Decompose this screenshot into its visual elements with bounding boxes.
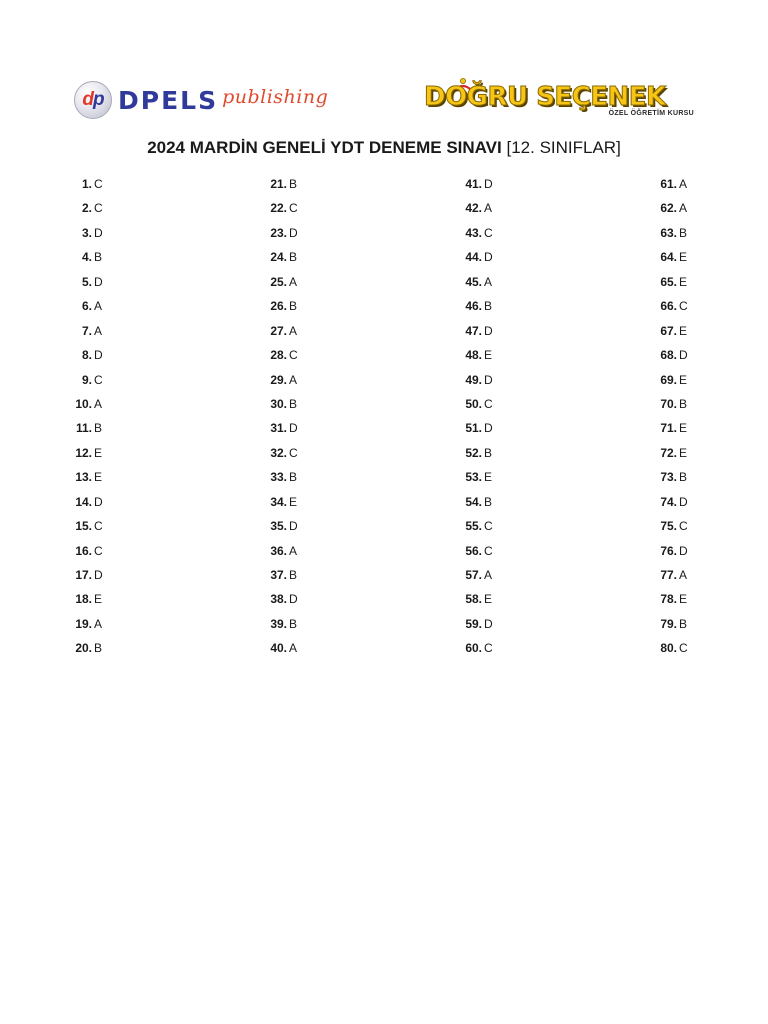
answer-item — [657, 270, 688, 294]
answer-letter: A — [94, 396, 103, 411]
answer-letter: A — [94, 323, 103, 338]
answer-item — [657, 612, 688, 636]
question-number: 66. — [660, 299, 677, 314]
answer-letter: C — [94, 201, 103, 216]
answer-item — [267, 245, 298, 269]
answer-letter: D — [94, 494, 103, 509]
dogru-secenek-logo — [424, 78, 696, 122]
question-number: 59. — [465, 616, 482, 631]
question-number: 67. — [660, 323, 677, 338]
question-number: 74. — [660, 494, 677, 509]
question-number: 45. — [465, 274, 482, 289]
answer-item — [72, 172, 103, 196]
question-number: 16. — [75, 543, 92, 558]
answer-letter: E — [679, 250, 688, 265]
answer-letter: C — [94, 519, 103, 534]
answer-item — [657, 465, 688, 489]
answer-letter: A — [289, 323, 298, 338]
answer-item — [657, 343, 688, 367]
question-number: 64. — [660, 250, 677, 265]
question-number: 58. — [465, 592, 482, 607]
answer-letter: B — [484, 299, 493, 314]
answer-item — [657, 392, 688, 416]
answer-item — [267, 636, 298, 660]
answer-letter: D — [679, 494, 688, 509]
answer-item — [462, 368, 493, 392]
question-number: 11. — [75, 421, 92, 436]
answer-item — [267, 539, 298, 563]
answer-item — [267, 270, 298, 294]
question-number: 15. — [75, 519, 92, 534]
answer-item — [72, 465, 103, 489]
answer-item — [657, 368, 688, 392]
answer-letter: D — [94, 568, 103, 582]
answer-letter: C — [289, 348, 298, 363]
question-number: 80. — [660, 641, 677, 656]
question-number: 18. — [75, 592, 92, 607]
answer-item — [462, 636, 493, 660]
question-number: 30. — [270, 396, 287, 411]
answer-item — [267, 294, 298, 318]
question-number: 35. — [270, 519, 287, 534]
answer-letter: D — [94, 225, 103, 240]
question-number: 37. — [270, 568, 287, 582]
answer-letter: C — [94, 543, 103, 558]
answer-item — [657, 172, 688, 196]
answer-item — [657, 490, 688, 514]
answer-item — [267, 563, 298, 587]
badge-letter-p: p — [93, 89, 104, 110]
question-number: 61. — [660, 177, 677, 191]
answer-column-4 — [657, 172, 688, 661]
dp-badge-icon — [74, 81, 112, 119]
answer-item — [462, 319, 493, 343]
question-number: 14. — [75, 494, 92, 509]
answer-item — [267, 416, 298, 440]
question-number: 31. — [270, 421, 287, 436]
answer-item — [462, 392, 493, 416]
answer-letter: B — [289, 299, 298, 314]
answer-item — [72, 539, 103, 563]
answer-letter: A — [289, 543, 298, 558]
answer-item — [267, 612, 298, 636]
answer-letter: B — [679, 396, 688, 411]
page-title — [0, 138, 768, 158]
page-header — [0, 0, 768, 130]
answer-letter: D — [484, 372, 493, 387]
answer-item — [72, 245, 103, 269]
answer-item — [267, 368, 298, 392]
answer-item — [657, 587, 688, 611]
answer-letter: A — [94, 299, 103, 314]
answer-letter: E — [679, 274, 688, 289]
answer-item — [267, 490, 298, 514]
answer-item — [657, 563, 688, 587]
answer-item — [462, 245, 493, 269]
question-number: 34. — [270, 494, 287, 509]
answer-item — [267, 172, 298, 196]
answer-letter: C — [484, 396, 493, 411]
question-number: 8. — [81, 348, 92, 363]
question-number: 23. — [270, 225, 287, 240]
question-number: 12. — [75, 445, 92, 460]
answer-item — [657, 319, 688, 343]
question-number: 78. — [660, 592, 677, 607]
question-number: 54. — [465, 494, 482, 509]
answer-letter: E — [289, 494, 298, 509]
answer-letter: B — [289, 396, 298, 411]
answer-item — [72, 368, 103, 392]
question-number: 3. — [81, 225, 92, 240]
answer-letter: A — [484, 201, 493, 216]
answer-item — [267, 587, 298, 611]
answer-item — [462, 514, 493, 538]
answer-item — [462, 441, 493, 465]
question-number: 19. — [75, 616, 92, 631]
answer-item — [267, 441, 298, 465]
answer-letter: B — [94, 421, 103, 436]
answer-item — [657, 416, 688, 440]
answer-letter: C — [94, 177, 103, 191]
question-number: 32. — [270, 445, 287, 460]
question-number: 33. — [270, 470, 287, 485]
answer-item — [657, 196, 688, 220]
answer-item — [462, 270, 493, 294]
question-number: 77. — [660, 568, 677, 582]
answer-item — [72, 636, 103, 660]
answer-letter: D — [484, 323, 493, 338]
answer-letter: B — [289, 616, 298, 631]
answer-letter: C — [484, 519, 493, 534]
answer-item — [72, 587, 103, 611]
answer-item — [267, 465, 298, 489]
answer-item — [72, 270, 103, 294]
dpels-publishing-logo — [74, 80, 328, 120]
answer-letter: D — [94, 348, 103, 363]
answer-letter: E — [94, 445, 103, 460]
question-number: 1. — [81, 177, 92, 191]
question-number: 51. — [465, 421, 482, 436]
answer-item — [657, 636, 688, 660]
question-number: 25. — [270, 274, 287, 289]
answer-letter: B — [289, 568, 298, 582]
question-number: 2. — [81, 201, 92, 216]
answer-letter: D — [484, 616, 493, 631]
question-number: 13. — [75, 470, 92, 485]
question-number: 28. — [270, 348, 287, 363]
question-number: 55. — [465, 519, 482, 534]
question-number: 29. — [270, 372, 287, 387]
answer-item — [72, 294, 103, 318]
question-number: 44. — [465, 250, 482, 265]
question-number: 62. — [660, 201, 677, 216]
answer-item — [72, 196, 103, 220]
answer-letter: C — [289, 201, 298, 216]
answer-letter: D — [679, 348, 688, 363]
question-number: 21. — [270, 177, 287, 191]
answer-letter: B — [679, 616, 688, 631]
question-number: 68. — [660, 348, 677, 363]
question-number: 36. — [270, 543, 287, 558]
answer-letter: A — [679, 568, 688, 582]
question-number: 65. — [660, 274, 677, 289]
question-number: 40. — [270, 641, 287, 656]
answer-letter: E — [679, 445, 688, 460]
answer-letter: C — [94, 372, 103, 387]
question-number: 76. — [660, 543, 677, 558]
question-number: 27. — [270, 323, 287, 338]
answer-letter: D — [289, 519, 298, 534]
answer-letter: B — [289, 470, 298, 485]
answer-item — [72, 612, 103, 636]
answer-letter: D — [484, 177, 493, 191]
answer-item — [462, 539, 493, 563]
question-number: 24. — [270, 250, 287, 265]
answer-item — [72, 441, 103, 465]
question-number: 75. — [660, 519, 677, 534]
question-number: 20. — [75, 641, 92, 656]
question-number: 38. — [270, 592, 287, 607]
answer-letter: B — [289, 250, 298, 265]
answer-item — [72, 490, 103, 514]
question-number: 56. — [465, 543, 482, 558]
answer-letter: C — [679, 641, 688, 656]
answer-item — [267, 343, 298, 367]
question-number: 57. — [465, 568, 482, 582]
answer-item — [462, 294, 493, 318]
answer-letter: B — [289, 177, 298, 191]
question-number: 17. — [75, 568, 92, 582]
answer-item — [657, 221, 688, 245]
title-grade: [12. SINIFLAR] — [506, 138, 621, 157]
answer-letter: A — [679, 201, 688, 216]
publishing-tagline: publishing — [222, 86, 329, 108]
answer-item — [267, 196, 298, 220]
answer-item — [462, 416, 493, 440]
answer-letter: D — [289, 592, 298, 607]
answer-item — [462, 587, 493, 611]
answer-letter: E — [679, 421, 688, 436]
answer-item — [72, 319, 103, 343]
question-number: 39. — [270, 616, 287, 631]
dpels-brand-text: DPELS — [118, 85, 219, 115]
answer-letter: A — [94, 616, 103, 631]
answer-letter: C — [484, 641, 493, 656]
answer-letter: C — [484, 225, 493, 240]
question-number: 43. — [465, 225, 482, 240]
answer-letter: E — [94, 592, 103, 607]
dogru-secenek-brand-text: DOĞRU SEÇENEK — [424, 82, 666, 112]
answer-item — [462, 172, 493, 196]
answer-item — [462, 612, 493, 636]
answer-item — [657, 539, 688, 563]
question-number: 6. — [81, 299, 92, 314]
answer-item — [657, 294, 688, 318]
question-number: 7. — [81, 323, 92, 338]
answer-letter: B — [679, 470, 688, 485]
answer-letter: A — [289, 372, 298, 387]
answer-letter: C — [679, 299, 688, 314]
answer-letter: E — [484, 348, 493, 363]
answer-item — [72, 416, 103, 440]
question-number: 46. — [465, 299, 482, 314]
answer-item — [72, 563, 103, 587]
answer-item — [72, 221, 103, 245]
answer-letter: B — [94, 641, 103, 656]
question-number: 50. — [465, 396, 482, 411]
answer-column-1 — [72, 172, 103, 661]
answer-letter: A — [289, 274, 298, 289]
answer-item — [462, 465, 493, 489]
answer-letter: A — [679, 177, 688, 191]
answer-item — [72, 392, 103, 416]
answer-letter: E — [679, 592, 688, 607]
answer-letter: B — [484, 445, 493, 460]
answer-item — [657, 245, 688, 269]
answer-letter: D — [679, 543, 688, 558]
question-number: 71. — [660, 421, 677, 436]
question-number: 69. — [660, 372, 677, 387]
answer-item — [72, 343, 103, 367]
question-number: 73. — [660, 470, 677, 485]
question-number: 9. — [81, 372, 92, 387]
ozel-ogretim-kursu-text: ÖZEL ÖĞRETİM KURSU — [608, 110, 694, 117]
answer-letter: C — [289, 445, 298, 460]
question-number: 41. — [465, 177, 482, 191]
answer-letter: D — [484, 250, 493, 265]
answer-item — [462, 563, 493, 587]
question-number: 48. — [465, 348, 482, 363]
answer-letter: A — [289, 641, 298, 656]
answer-letter: C — [484, 543, 493, 558]
question-number: 26. — [270, 299, 287, 314]
answer-letter: A — [484, 568, 493, 582]
answer-item — [267, 514, 298, 538]
answer-letter: C — [679, 519, 688, 534]
question-number: 53. — [465, 470, 482, 485]
badge-letter-d: d — [82, 89, 93, 110]
question-number: 70. — [660, 396, 677, 411]
answer-item — [72, 514, 103, 538]
question-number: 63. — [660, 225, 677, 240]
question-number: 49. — [465, 372, 482, 387]
answer-item — [462, 221, 493, 245]
question-number: 42. — [465, 201, 482, 216]
answer-item — [267, 392, 298, 416]
question-number: 4. — [81, 250, 92, 265]
answer-letter: B — [484, 494, 493, 509]
answer-column-2 — [267, 172, 298, 661]
answer-letter: B — [94, 250, 103, 265]
question-number: 72. — [660, 445, 677, 460]
answer-item — [657, 441, 688, 465]
question-number: 60. — [465, 641, 482, 656]
question-number: 79. — [660, 616, 677, 631]
answer-letter: D — [484, 421, 493, 436]
answer-letter: D — [94, 274, 103, 289]
answer-letter: A — [484, 274, 493, 289]
answer-item — [657, 514, 688, 538]
answer-letter: E — [484, 592, 493, 607]
answer-letter: E — [679, 372, 688, 387]
question-number: 47. — [465, 323, 482, 338]
answer-letter: E — [679, 323, 688, 338]
answer-item — [462, 196, 493, 220]
question-number: 22. — [270, 201, 287, 216]
answer-item — [462, 343, 493, 367]
answer-letter: D — [289, 421, 298, 436]
title-main: 2024 MARDİN GENELİ YDT DENEME SINAVI — [147, 138, 502, 157]
answer-item — [267, 319, 298, 343]
question-number: 5. — [81, 274, 92, 289]
answer-letter: E — [94, 470, 103, 485]
question-number: 10. — [75, 396, 92, 411]
answer-letter: B — [679, 225, 688, 240]
question-number: 52. — [465, 445, 482, 460]
answer-letter: E — [484, 470, 493, 485]
answer-letter: D — [289, 225, 298, 240]
answer-column-3 — [462, 172, 493, 661]
answer-item — [462, 490, 493, 514]
answer-item — [267, 221, 298, 245]
